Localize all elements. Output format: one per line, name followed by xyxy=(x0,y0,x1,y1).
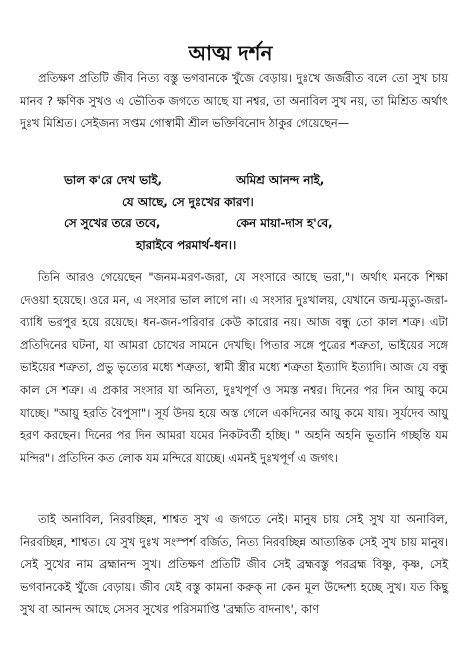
poem-line-2-text: যে আছে, সে দুঃখের কারণ। xyxy=(122,194,254,209)
poem-line-3-part-a: সে সুখের তরে তবে, xyxy=(64,216,161,230)
poem-line-3 xyxy=(0,213,461,235)
poem-line-1 xyxy=(0,170,461,192)
poem-line-4 xyxy=(0,235,461,257)
paragraph-2: তিনি আরও গেয়েছেন "জনম-মরণ-জরা, যে সংসারে আছে ভরা,"। অর্থাৎ মনকে শিক্ষা দেওয়া হয়েছে। ওরে মন, এ সংসার ভাল লাগে না। এ সংসার দুঃখালয়, যেখানে জন্ম-মৃত্যু-জরা-ব্যাধি ভরপুর হয়ে রয়েছে। ধন-জন-পরিবার কেউ কারোর নয়। আজ বন্ধু তো কাল শত্রু। এটা প্রতিদিনের ঘটনা, যা আমরা চোখের সামনে দেখছি। পিতার সঙ্গে পুত্রের শত্রুতা, ভাইয়ের সঙ্গে ভাইয়ের শত্রুতা, প্রভু ভৃত্যের মধ্যে শত্রুতা, স্বামী স্ত্রীর মধ্যে শত্রুতা ইত্যাদি ইত্যাদি। আজ যে বন্ধু কাল সে শত্রু। এ প্রকার সংসার যা অনিত্য, দুঃখপূর্ণ ও সমস্ত নশ্বর। দিনের পর দিন আয়ু কমে যাচ্ছে। "আয়ু হরতি বৈপুসা"। সূর্য উদয় হয়ে অস্ত গেলে একদিনের আয়ু কমে যায়। সূর্যদেব আয়ু হরণ করছেন। দিনের পর দিন আমরা যমের নিকটবর্তী হচ্ছি। " অহনি অহনি ভূতানি গচ্ছন্তি যম মন্দির"। প্রতিদিন কত লোক যম মন্দিরে যাচ্ছে। এমনই দুঃখপূর্ণ এ জগৎ। xyxy=(20,270,448,465)
page-title: আত্ম দর্শন xyxy=(188,41,273,65)
poem-line-1-part-a: ভাল ক'রে দেখ ভাই, xyxy=(64,173,163,187)
paragraph-1: প্রতিক্ষণ প্রতিটি জীব নিত্য বস্তু ভগবানকে খুঁজে বেড়ায়। দুঃখে জর্জরীত বলে তো সুখ চায় মানব ? ক্ষণিক সুখও এ ভৌতিক জগতে আছে যা নশ্বর, তা অনাবিল সুখ নয়, তা মিশ্রিত অর্থাৎ দুঃখ মিশ্রিত। সেইজন্য সপ্তম গোস্বামী শ্রীল ভক্তিবিনোদ ঠাকুর গেয়েছেন— xyxy=(20,71,448,131)
poem-line-3-part-b: কেন মায়া-দাস হ'বে, xyxy=(236,216,333,230)
poem-line-2 xyxy=(0,192,461,214)
poem-block xyxy=(0,170,461,256)
paragraph-3: তাই অনাবিল, নিরবচ্ছিন্ন, শাশ্বত সুখ এ জগতে নেই। মানুষ চায় সেই সুখ যা অনাবিল, নিরবচ্ছিন্ন, শাশ্বত। যে সুখ দুঃখ সংস্পর্শ বর্জিত, নিত্য নিরবচ্ছিন্ন আত্যন্তিক সেই সুখ চায় মানুষ। সেই সুখের নাম ব্রহ্মানন্দ সুখ। প্রতিক্ষণ প্রতিটি জীব সেই ব্রহ্মবস্তু পরব্রহ্ম বিষ্ণু, কৃষ্ণ, সেই ভগবানকেই খুঁজে বেড়ায়। জীব যেই বস্তু কামনা করুক্ না কেন মূল উদ্দেশ্য হচ্ছে সুখ। যত কিছু সুখ বা আনন্দ আছে সেসব সুখের পরিসমাপ্তি 'ব্রহ্মতি বাদনাৎ', কাণ xyxy=(20,512,448,617)
poem-line-1-part-b: অমিশ্র আনন্দ নাই, xyxy=(236,173,325,187)
poem-line-4-text: হারাইবে পরমার্থ-ধন।। xyxy=(136,237,237,252)
